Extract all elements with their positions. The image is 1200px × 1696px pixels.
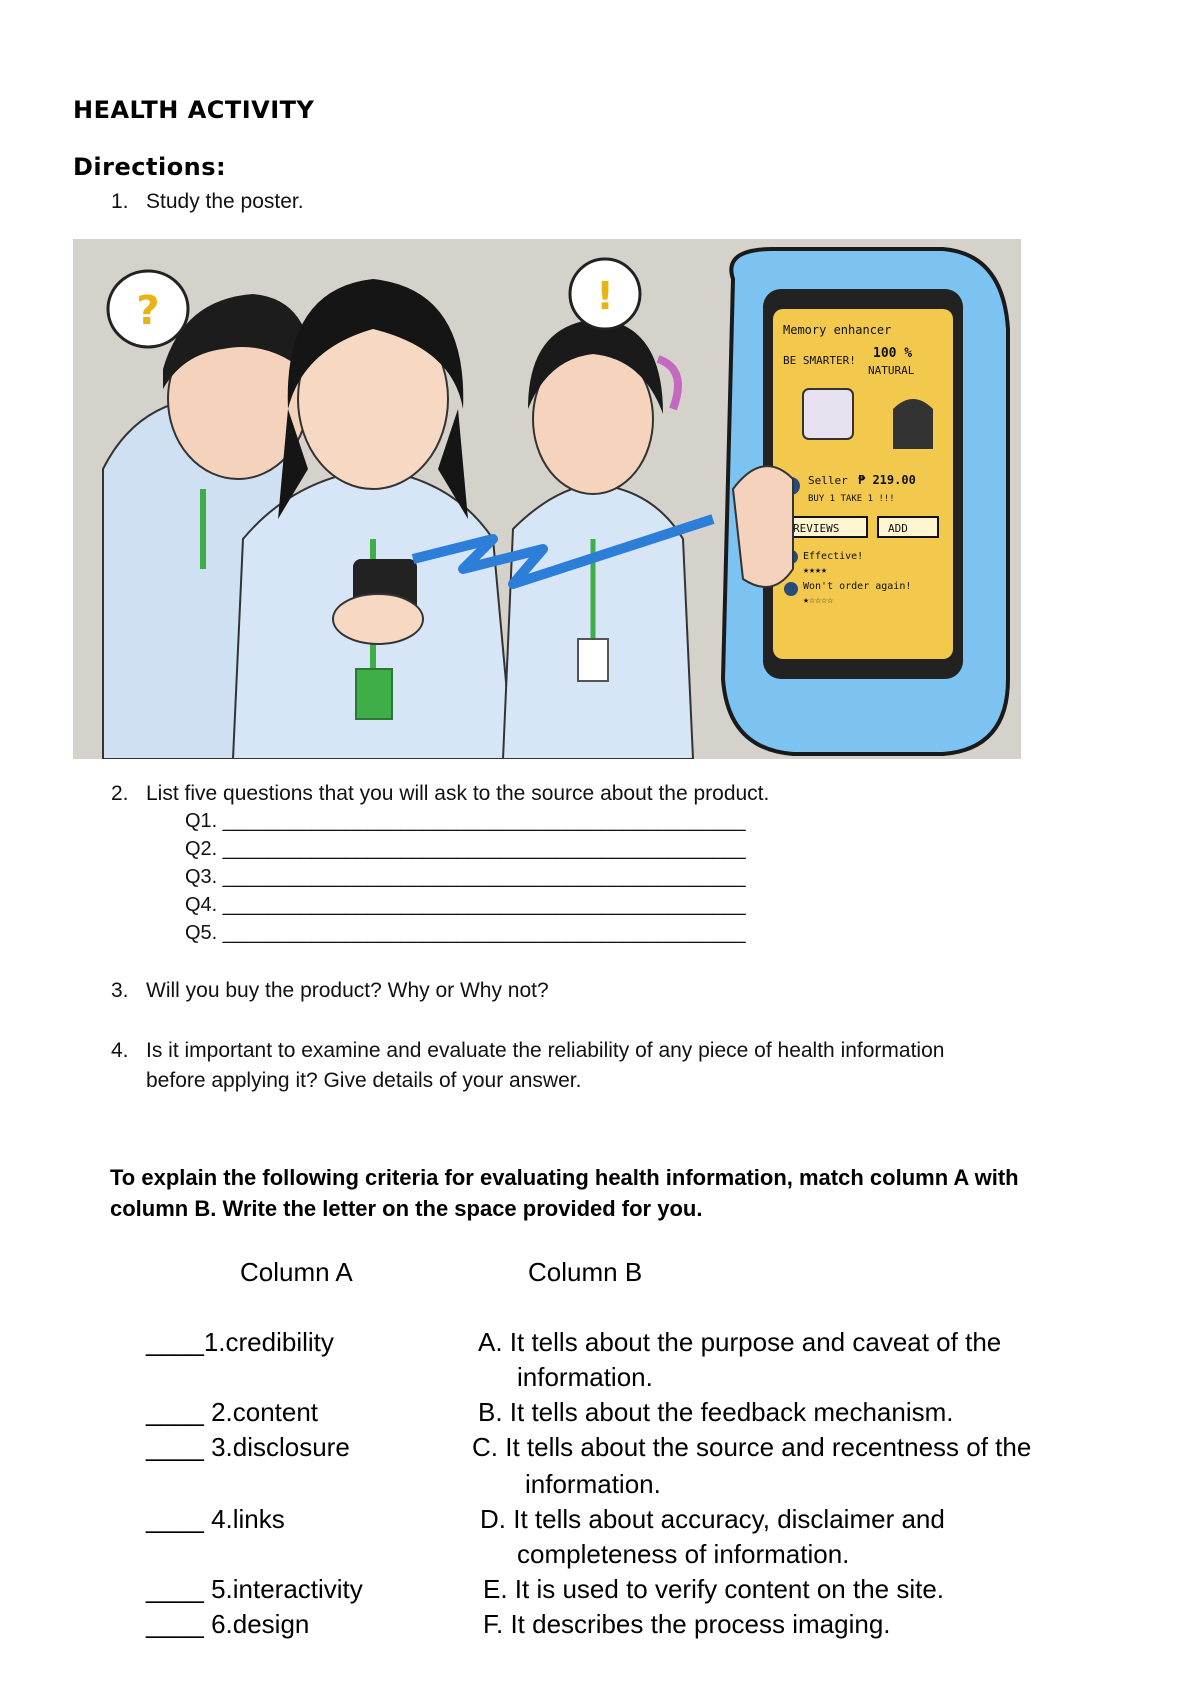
step-4-text: Is it important to examine and evaluate the reliability of any piece of health information — [146, 1039, 945, 1062]
col-b-e: E. It is used to verify content on the site. — [483, 1574, 945, 1604]
question-line-3[interactable]: Q3. _______________________________________________ — [185, 866, 746, 888]
svg-text:100 %: 100 % — [873, 346, 913, 361]
col-b-b: B. It tells about the feedback mechanism. — [478, 1397, 954, 1427]
svg-text:Effective!: Effective! — [803, 551, 864, 562]
svg-text:Seller: Seller — [808, 474, 848, 487]
step-4-number: 4. — [111, 1039, 129, 1062]
column-a-header: Column A — [240, 1257, 353, 1287]
svg-text:★☆☆☆☆: ★☆☆☆☆ — [803, 595, 834, 606]
col-a-credibility[interactable]: ____1.credibility — [146, 1327, 334, 1357]
page-title: HEALTH ACTIVITY — [73, 96, 315, 124]
exclamation-mark: ! — [596, 274, 614, 318]
col-b-d: D. It tells about accuracy, disclaimer and — [480, 1504, 945, 1534]
col-b-a: A. It tells about the purpose and caveat of the — [478, 1327, 1002, 1357]
svg-text:Won't order again!: Won't order again! — [803, 581, 912, 592]
col-b-a-cont: information. — [517, 1362, 653, 1392]
step-2-text: List five questions that you will ask to the source about the product. — [146, 782, 770, 805]
phone-callout — [723, 249, 1008, 754]
svg-text:BE SMARTER!: BE SMARTER! — [783, 354, 856, 367]
column-b-header: Column B — [528, 1257, 643, 1287]
svg-text:★★★★: ★★★★ — [803, 565, 828, 576]
question-line-4[interactable]: Q4. _______________________________________________ — [185, 894, 746, 916]
question-line-5[interactable]: Q5. _______________________________________________ — [185, 922, 746, 944]
question-mark: ? — [136, 288, 160, 334]
col-b-d-cont: completeness of information. — [517, 1539, 850, 1569]
col-a-links[interactable]: ____ 4.links — [146, 1504, 285, 1534]
svg-text:₱ 219.00: ₱ 219.00 — [858, 473, 916, 487]
svg-text:BUY 1 TAKE 1 !!!: BUY 1 TAKE 1 !!! — [808, 494, 895, 504]
col-b-f: F. It describes the process imaging. — [483, 1609, 891, 1639]
step-4-text-cont: before applying it? Give details of your answer. — [146, 1069, 582, 1092]
question-line-2[interactable]: Q2. _______________________________________________ — [185, 838, 746, 860]
svg-text:NATURAL: NATURAL — [868, 364, 915, 377]
exclamation-bubble — [570, 259, 640, 329]
col-b-c: C. It tells about the source and recentness of the — [472, 1432, 1032, 1462]
step-3-text: Will you buy the product? Why or Why not? — [146, 979, 549, 1002]
hand — [733, 466, 793, 587]
step-1-text: Study the poster. — [146, 190, 304, 213]
question-bubble — [108, 271, 188, 347]
svg-text:ADD: ADD — [888, 522, 908, 535]
col-a-content[interactable]: ____ 2.content — [146, 1397, 319, 1427]
col-a-disclosure[interactable]: ____ 3.disclosure — [146, 1432, 350, 1462]
col-b-c-cont: information. — [525, 1469, 661, 1499]
step-1-number: 1. — [111, 190, 129, 213]
step-2-number: 2. — [111, 782, 129, 805]
directions-heading: Directions: — [73, 153, 227, 181]
col-a-interactivity[interactable]: ____ 5.interactivity — [146, 1574, 363, 1604]
poster-illustration — [73, 239, 1021, 759]
matching-instruction-line-2: column B. Write the letter on the space provided for you. — [110, 1196, 703, 1221]
col-a-design[interactable]: ____ 6.design — [146, 1609, 310, 1639]
svg-text:REVIEWS: REVIEWS — [793, 522, 840, 535]
question-line-1[interactable]: Q1. _______________________________________________ — [185, 810, 746, 832]
matching-instruction-line-1: To explain the following criteria for evaluating health information, match column A with — [110, 1165, 1019, 1190]
svg-text:Memory enhancer: Memory enhancer — [783, 323, 892, 337]
step-3-number: 3. — [111, 979, 129, 1002]
